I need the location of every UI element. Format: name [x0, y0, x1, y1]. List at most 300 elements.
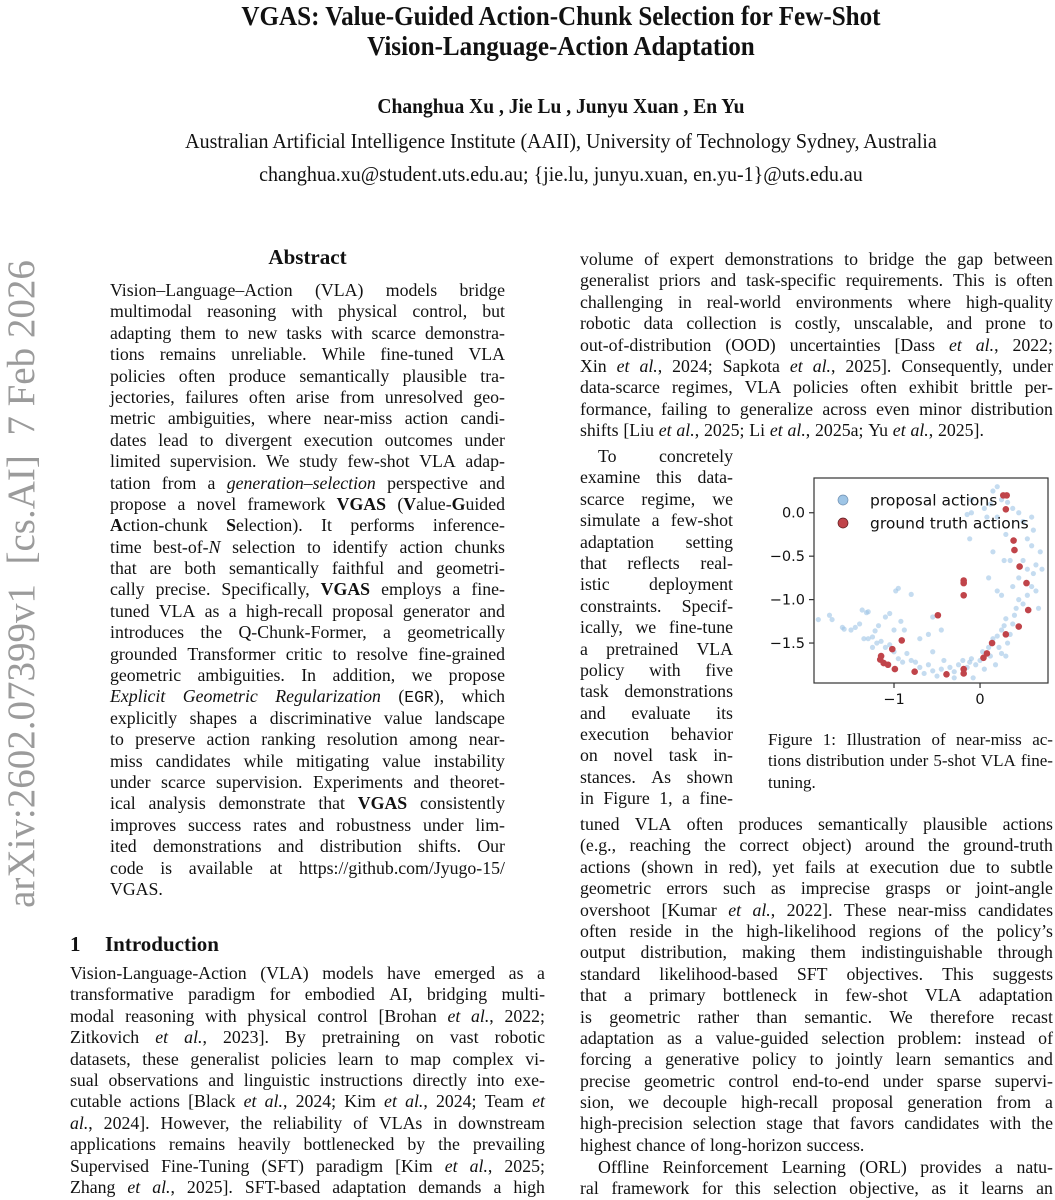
word — [207, 301, 276, 322]
word — [470, 1156, 493, 1177]
text-run: from — [996, 1092, 1031, 1113]
text-run: of — [644, 249, 659, 269]
word — [403, 366, 467, 387]
text-run: candidates — [977, 899, 1053, 920]
text-line — [580, 639, 733, 660]
word — [229, 558, 319, 579]
ground-truth-point — [1015, 623, 1022, 630]
word — [1045, 1092, 1053, 1113]
abstract-heading: Abstract — [268, 245, 347, 269]
text-run: to — [384, 1048, 399, 1069]
word — [160, 344, 216, 365]
text-line — [110, 601, 505, 622]
text-run: distribution — [970, 398, 1053, 419]
word — [883, 1071, 924, 1092]
text-run: deployment — [649, 574, 733, 595]
text-run: 1: — [822, 730, 837, 749]
text-run: unscalable, — [853, 313, 934, 334]
word — [728, 900, 741, 921]
word — [379, 1113, 422, 1134]
word — [697, 467, 733, 488]
word — [580, 985, 607, 1006]
word — [896, 1049, 932, 1070]
text-run: policy’s — [996, 920, 1053, 941]
word — [70, 1049, 131, 1070]
text-run: success — [188, 814, 242, 835]
text-run: a — [207, 472, 216, 493]
text-line — [110, 836, 505, 857]
text-run: environments — [795, 291, 893, 312]
text-run: S — [226, 515, 237, 536]
word — [320, 836, 402, 857]
proposal-point — [969, 656, 974, 661]
text-run: (VLA) — [315, 280, 364, 300]
text-run: [Brohan — [378, 1005, 437, 1026]
word — [110, 751, 143, 772]
text-run: Sapkota — [722, 355, 780, 376]
text-run: a — [682, 788, 690, 809]
text-run: tra- — [480, 365, 505, 386]
word — [532, 1091, 545, 1112]
right-paragraph-3 — [580, 1157, 1053, 1200]
word — [305, 984, 375, 1005]
proposal-point — [982, 667, 987, 672]
text-run: high-quality — [966, 291, 1053, 312]
word — [738, 814, 802, 835]
text-run: of — [1038, 1027, 1053, 1048]
right-paragraph-1 — [580, 249, 1053, 442]
author-emails: changhua.xu@student.uts.edu.au; {jie.lu, junyu.xuan, en.yu-1}@uts.edu.au — [259, 162, 863, 186]
word — [70, 1006, 114, 1027]
ground-truth-point — [960, 670, 967, 677]
word — [895, 335, 936, 356]
text-run: setting — [685, 531, 733, 552]
text-run: miss — [110, 750, 143, 771]
text-run: This — [942, 963, 974, 984]
word — [631, 703, 690, 724]
text-run: on — [580, 745, 598, 766]
word — [169, 1134, 225, 1155]
text-run: indistinguishable — [861, 942, 983, 963]
word — [455, 537, 505, 558]
text-run: shifts. — [418, 836, 462, 857]
word — [433, 515, 505, 536]
text-run: al. — [405, 1091, 424, 1112]
text-run: to — [199, 429, 214, 450]
text-run: Figure — [768, 730, 813, 749]
proposal-point — [1033, 562, 1038, 567]
word — [849, 1178, 919, 1199]
text-run: , — [282, 1091, 288, 1112]
text-run: Xin — [580, 355, 607, 376]
word — [70, 1177, 115, 1198]
affiliation: Australian Artificial Intelligence Institute (AAII), University of Technology Sydney, Australia — [185, 129, 937, 153]
text-run: unresolved — [384, 386, 463, 407]
text-line — [580, 1049, 1053, 1070]
text-run: applications — [70, 1134, 156, 1155]
text-run: to — [306, 536, 321, 557]
word — [332, 665, 395, 686]
word — [156, 579, 211, 600]
text-run: semantically — [228, 558, 319, 579]
text-run: sual — [70, 1069, 99, 1090]
word — [580, 377, 660, 398]
text-run: this — [735, 1178, 761, 1199]
text-run: , — [770, 899, 776, 920]
word — [740, 399, 813, 420]
text-run: adaptation — [580, 1027, 655, 1048]
proposal-point — [870, 645, 875, 650]
text-run: while — [243, 750, 284, 771]
word — [908, 292, 951, 313]
word — [659, 446, 733, 467]
word — [713, 745, 733, 766]
text-run: the — [704, 835, 726, 856]
text-run: favors — [849, 1113, 895, 1134]
word — [717, 399, 731, 420]
word — [909, 377, 958, 398]
word — [666, 878, 707, 899]
word — [110, 430, 147, 451]
text-run: adaptation — [978, 985, 1053, 1006]
word — [898, 1028, 962, 1049]
word — [671, 724, 733, 745]
text-line — [110, 451, 505, 472]
text-run: multimodal — [110, 301, 192, 322]
text-run: https://github.com/Jyugo-15/ — [298, 857, 505, 878]
text-run: at — [846, 856, 859, 877]
word — [580, 767, 636, 788]
text-line — [580, 574, 733, 595]
word — [142, 1049, 179, 1070]
word — [110, 793, 136, 814]
word — [452, 579, 460, 600]
word — [189, 858, 253, 879]
text-run: arise — [295, 386, 330, 407]
word — [580, 1049, 631, 1070]
word — [850, 1113, 894, 1134]
text-run: both — [184, 558, 216, 579]
text-run: where — [907, 291, 952, 312]
text-run: around — [865, 835, 915, 856]
text-line — [70, 1134, 545, 1155]
text-line — [580, 313, 1053, 334]
text-run: due — [949, 856, 976, 877]
word — [423, 815, 464, 836]
text-run: chunks — [454, 536, 505, 557]
text-line — [580, 446, 733, 467]
proposal-point — [1038, 549, 1043, 554]
text-run: near- — [468, 729, 505, 750]
word — [502, 984, 545, 1005]
word — [580, 510, 640, 531]
text-run: standard — [580, 963, 641, 984]
text-run: 2024; — [435, 1091, 477, 1112]
word — [336, 815, 411, 836]
word — [663, 1157, 769, 1178]
proposal-point — [934, 673, 939, 678]
word — [996, 1092, 1031, 1113]
text-run: problem: — [897, 1027, 962, 1048]
text-run: al. — [184, 1027, 203, 1048]
text-line — [580, 292, 1053, 313]
text-line — [580, 489, 733, 510]
proposal-point — [876, 623, 881, 628]
text-run: the — [240, 1112, 263, 1133]
text-run: value — [383, 707, 423, 728]
text-run: red), — [728, 856, 762, 877]
text-run: VLA — [634, 814, 672, 834]
text-run: objectives. — [846, 963, 924, 984]
word — [580, 489, 624, 510]
text-run: natu- — [1016, 1157, 1053, 1177]
word — [188, 984, 255, 1005]
word — [580, 313, 630, 334]
word — [580, 900, 650, 921]
word — [806, 750, 884, 771]
word — [580, 553, 607, 574]
text-run: a — [644, 1049, 653, 1070]
word — [110, 622, 184, 643]
word — [110, 836, 137, 857]
text-run: with — [205, 1005, 237, 1026]
proposal-point — [1002, 623, 1007, 628]
text-run: To — [598, 446, 617, 466]
word — [473, 1134, 545, 1155]
text-run: best-of- — [153, 536, 209, 557]
word — [450, 1027, 479, 1048]
text-run: tasks — [286, 322, 322, 343]
text-run: (shown — [641, 856, 694, 877]
text-run: under — [110, 771, 151, 792]
proposal-point — [1039, 567, 1044, 572]
text-run: VGAS. — [110, 878, 163, 899]
word — [845, 356, 891, 377]
word — [353, 1113, 368, 1134]
word — [253, 815, 287, 836]
proposal-point — [1003, 616, 1008, 621]
text-run: chance — [636, 1134, 686, 1155]
word — [435, 708, 505, 729]
word — [641, 489, 695, 510]
word — [606, 639, 678, 660]
text-run: decouple — [662, 1092, 728, 1113]
text-run: addition, — [332, 665, 396, 686]
text-run: primary — [649, 985, 706, 1006]
word — [723, 985, 797, 1006]
word — [890, 750, 929, 771]
word — [659, 964, 778, 985]
word — [672, 377, 733, 398]
word — [110, 879, 163, 900]
text-run: bridge — [868, 249, 915, 269]
ground-truth-point — [960, 580, 967, 587]
text-run: SFT — [796, 963, 828, 984]
text-run: prevailing — [472, 1134, 545, 1155]
word — [110, 665, 181, 686]
word — [847, 964, 924, 985]
word — [504, 1006, 545, 1027]
ground-truth-point — [1025, 607, 1032, 614]
text-run: but — [482, 301, 505, 322]
word — [823, 729, 836, 750]
text-run: These — [843, 899, 887, 920]
word — [671, 510, 733, 531]
word — [247, 494, 325, 515]
word — [656, 467, 682, 488]
text-run: map — [410, 1048, 441, 1069]
text-run: examine — [580, 467, 641, 488]
word — [185, 387, 238, 408]
text-run: introduces — [110, 622, 185, 643]
word — [710, 1135, 802, 1156]
word — [580, 1135, 631, 1156]
proposal-point — [902, 627, 907, 632]
text-run: resolve — [356, 643, 408, 664]
word — [766, 1113, 803, 1134]
ground-truth-point — [1003, 506, 1010, 513]
word — [802, 835, 851, 856]
proposal-point — [1020, 558, 1025, 563]
text-run: regimes, — [671, 377, 733, 398]
word — [458, 1113, 545, 1134]
text-run: Li — [749, 420, 766, 441]
text-run: propose — [110, 493, 167, 514]
word — [661, 399, 707, 420]
text-run: we — [712, 488, 733, 509]
y-tick-label: 0.0 — [781, 505, 805, 522]
word — [580, 639, 588, 660]
word — [304, 430, 373, 451]
text-run: 2022; — [1012, 334, 1053, 355]
ground-truth-point — [943, 671, 950, 678]
word — [949, 335, 962, 356]
word — [188, 815, 241, 836]
word — [957, 249, 983, 270]
word — [327, 729, 398, 750]
word — [580, 292, 663, 313]
text-run: framework — [611, 1178, 690, 1199]
text-run: reaching — [629, 835, 691, 856]
text-run: for — [701, 1178, 723, 1199]
text-run: VLA — [468, 344, 505, 365]
word — [970, 377, 1012, 398]
word — [920, 1157, 981, 1178]
text-run: prone — [985, 313, 1026, 334]
text-run: Kim — [344, 1091, 376, 1112]
word — [398, 686, 444, 707]
text-run: produces — [738, 814, 803, 834]
text-run: ), — [433, 686, 445, 707]
word — [70, 1156, 149, 1177]
text-run: to — [224, 322, 239, 343]
text-run: al. — [752, 899, 771, 920]
word — [749, 420, 765, 441]
word — [971, 399, 1053, 420]
text-run: them — [810, 942, 846, 963]
word — [70, 1027, 139, 1048]
text-run: bottleneck — [722, 985, 797, 1006]
word — [993, 964, 1053, 985]
word — [979, 985, 1053, 1006]
word — [410, 1049, 441, 1070]
text-run: often — [686, 814, 724, 834]
text-run: distribution — [319, 836, 402, 857]
word — [248, 323, 278, 344]
text-run: challenging — [580, 291, 663, 312]
text-line — [110, 686, 505, 707]
text-run: through — [997, 942, 1053, 963]
word — [946, 313, 972, 334]
proposal-point — [1005, 500, 1010, 505]
word — [782, 1157, 846, 1178]
text-run: tuning. — [768, 772, 816, 792]
word — [299, 451, 338, 472]
word — [261, 1156, 303, 1177]
text-run: (ORL) — [859, 1157, 907, 1177]
word — [580, 835, 616, 856]
proposal-point — [930, 614, 935, 619]
word — [418, 1177, 481, 1198]
text-run: forcing — [580, 1049, 632, 1070]
text-run: formance, — [580, 398, 652, 419]
word — [695, 1028, 703, 1049]
text-run: theoret- — [449, 771, 505, 792]
proposal-point — [896, 586, 901, 591]
word — [986, 857, 1000, 878]
text-run: Experiments — [313, 771, 403, 792]
word — [296, 1091, 337, 1112]
text-run: which — [461, 686, 505, 707]
text-run: demonstrations — [624, 681, 733, 702]
text-line — [70, 1113, 545, 1134]
word — [240, 1113, 262, 1134]
text-run: et — [127, 1176, 141, 1197]
ground-truth-point — [1003, 492, 1010, 499]
text-run: remains — [168, 1134, 226, 1155]
word — [865, 835, 914, 856]
text-run: vi- — [525, 1048, 545, 1069]
text-run: ( — [398, 686, 405, 707]
word — [869, 249, 914, 270]
text-run: rather — [697, 1006, 740, 1027]
text-run: of — [931, 730, 946, 749]
text-run: a — [1045, 1092, 1053, 1113]
proposal-point — [827, 613, 832, 618]
text-line — [580, 335, 1053, 356]
text-run: VLA — [419, 451, 456, 472]
text-line — [580, 703, 733, 724]
text-run: ction-chunk — [122, 515, 208, 536]
word — [669, 617, 733, 638]
word — [580, 724, 649, 745]
word — [495, 1027, 545, 1048]
word — [409, 729, 457, 750]
word — [934, 921, 949, 942]
text-run: of — [690, 1134, 706, 1155]
text-run: policy — [752, 1049, 797, 1070]
word — [468, 344, 505, 365]
proposal-point — [1025, 567, 1030, 572]
word — [885, 878, 930, 899]
text-run: geometrically — [407, 622, 505, 643]
word — [937, 1071, 981, 1092]
word — [244, 1091, 257, 1112]
word — [225, 323, 239, 344]
text-run: therefore — [929, 1006, 995, 1027]
proposal-point — [879, 639, 884, 644]
text-run: the — [200, 622, 223, 643]
